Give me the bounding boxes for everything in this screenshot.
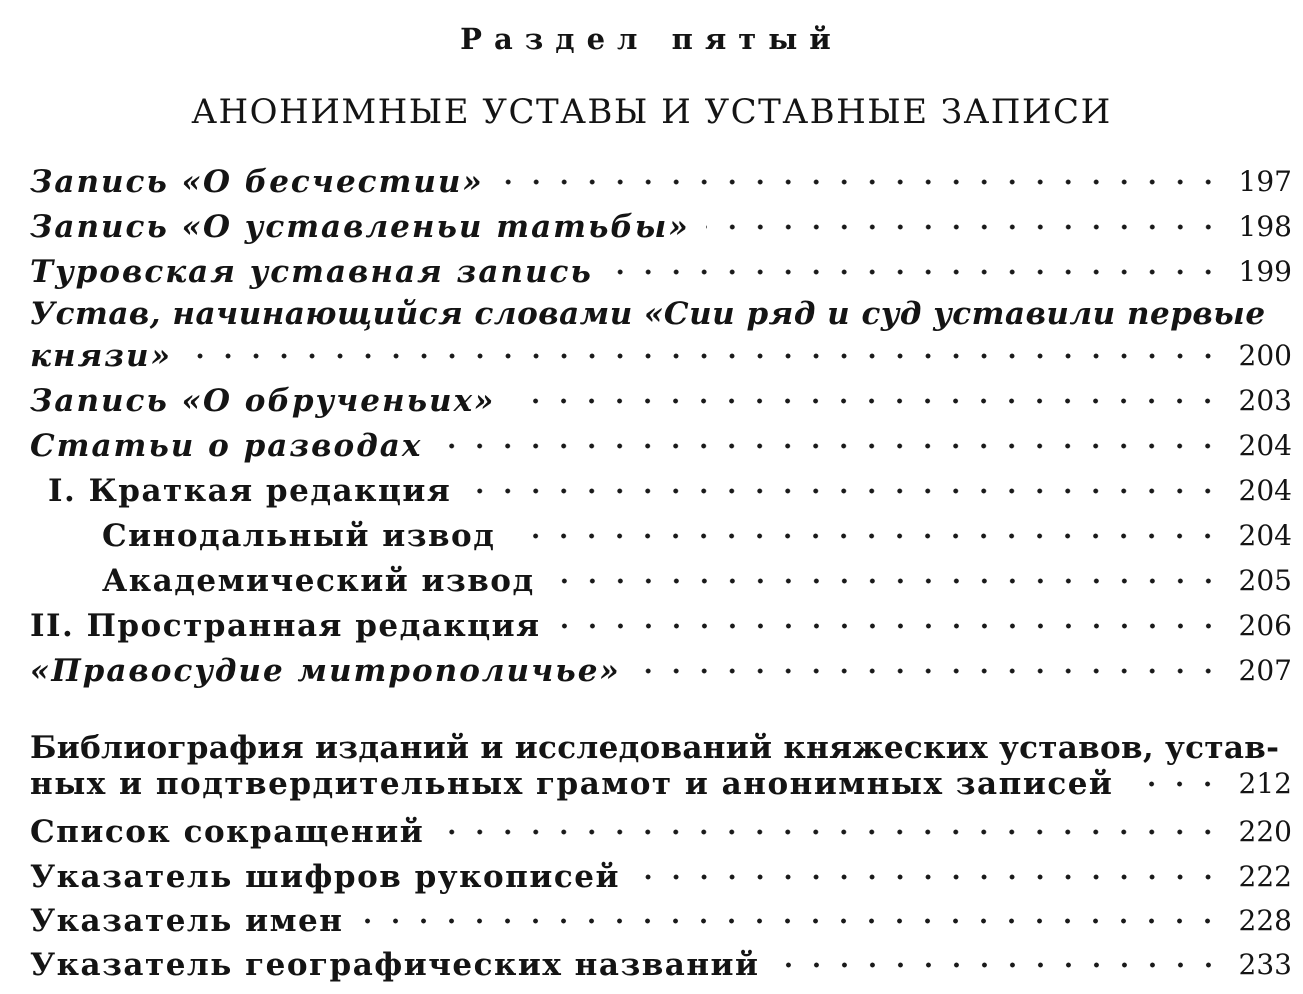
toc-entry-page: 205 <box>1238 564 1292 597</box>
toc-entry-label: Статьи о разводах <box>30 428 423 464</box>
toc-entry[interactable] <box>30 555 1292 599</box>
toc-entry-page: 206 <box>1238 609 1292 642</box>
toc-entry[interactable] <box>30 806 1292 850</box>
toc-entry[interactable] <box>30 895 1292 939</box>
leader-dots <box>1129 766 1222 802</box>
toc-entry-label: ных и подтвердительных грамот и анонимных записей <box>30 766 1114 802</box>
toc-entry-page: 220 <box>1238 815 1292 848</box>
toc-entry-label: Указатель шифров рукописей <box>30 859 620 895</box>
toc-entry-label: Запись «О бесчестии» <box>30 164 484 200</box>
leader-dots <box>440 814 1222 850</box>
leader-dots <box>706 209 1222 245</box>
toc-entry-page: 197 <box>1238 165 1292 198</box>
leader-dots <box>557 608 1222 644</box>
toc-entry[interactable] <box>30 851 1292 895</box>
leader-dots <box>776 947 1222 983</box>
toc-entry-label: Синодальный извод <box>102 518 496 554</box>
toc-entry[interactable] <box>30 600 1292 644</box>
toc-entry-page: 199 <box>1238 255 1292 288</box>
leader-dots <box>609 254 1222 290</box>
leader-dots <box>551 563 1222 599</box>
section-label: Раздел пятый <box>460 22 843 56</box>
table-of-contents <box>30 0 1292 994</box>
leader-dots <box>511 383 1222 419</box>
toc-entry[interactable] <box>30 465 1292 509</box>
leader-dots <box>500 164 1222 200</box>
toc-entry-page: 204 <box>1238 474 1292 507</box>
toc-entry-page: 200 <box>1238 339 1292 372</box>
leader-dots <box>359 903 1222 939</box>
leader-dots <box>637 653 1222 689</box>
toc-entry-label: Запись «О уставленьи татьбы» <box>30 209 690 245</box>
toc-entry-page: 233 <box>1238 948 1292 981</box>
leader-dots <box>188 338 1222 374</box>
toc-entry[interactable] <box>30 510 1292 554</box>
toc-entry-page: 198 <box>1238 210 1292 243</box>
toc-entry[interactable] <box>30 758 1292 802</box>
toc-entry-label: Указатель географических названий <box>30 947 760 983</box>
toc-entry-page: 212 <box>1238 767 1292 800</box>
toc-entry-page: 203 <box>1238 384 1292 417</box>
toc-entry[interactable] <box>30 375 1292 419</box>
toc-entry-page: 204 <box>1238 519 1292 552</box>
toc-entry-page: 222 <box>1238 860 1292 893</box>
toc-entry-label: Запись «О обрученьих» <box>30 383 496 419</box>
toc-entry-label: II. Пространная редакция <box>30 608 541 644</box>
toc-entry[interactable] <box>30 156 1292 200</box>
toc-entry-label-line1: Устав, начинающийся словами «Сии ряд и суд уставили первые <box>30 296 1266 332</box>
toc-entry-label: Туровская уставная запись <box>30 254 593 290</box>
toc-entry-label: I. Краткая редакция <box>48 473 452 509</box>
toc-entry-label: Указатель имен <box>30 903 344 939</box>
toc-entry-label-line1: Библиография изданий и исследований княжеских уставов, устав- <box>30 730 1280 766</box>
section-title: АНОНИМНЫЕ УСТАВЫ И УСТАВНЫЕ ЗАПИСИ <box>191 92 1112 132</box>
leader-dots <box>467 473 1222 509</box>
toc-entry[interactable] <box>30 330 1292 374</box>
toc-entry-label: «Правосудие митрополичье» <box>30 653 621 689</box>
leader-dots <box>636 859 1222 895</box>
toc-entry-label: Список сокращений <box>30 814 425 850</box>
toc-entry[interactable] <box>30 420 1292 464</box>
leader-dots <box>438 428 1222 464</box>
toc-entry[interactable] <box>30 246 1292 290</box>
toc-entry-label: Академический извод <box>102 563 535 599</box>
toc-entry-label: князи» <box>30 338 172 374</box>
toc-entry-page: 207 <box>1238 654 1292 687</box>
leader-dots <box>511 518 1222 554</box>
toc-entry-page: 204 <box>1238 429 1292 462</box>
toc-entry[interactable] <box>30 645 1292 689</box>
toc-entry[interactable] <box>30 939 1292 983</box>
toc-entry[interactable] <box>30 201 1292 245</box>
toc-entry-page: 228 <box>1238 904 1292 937</box>
